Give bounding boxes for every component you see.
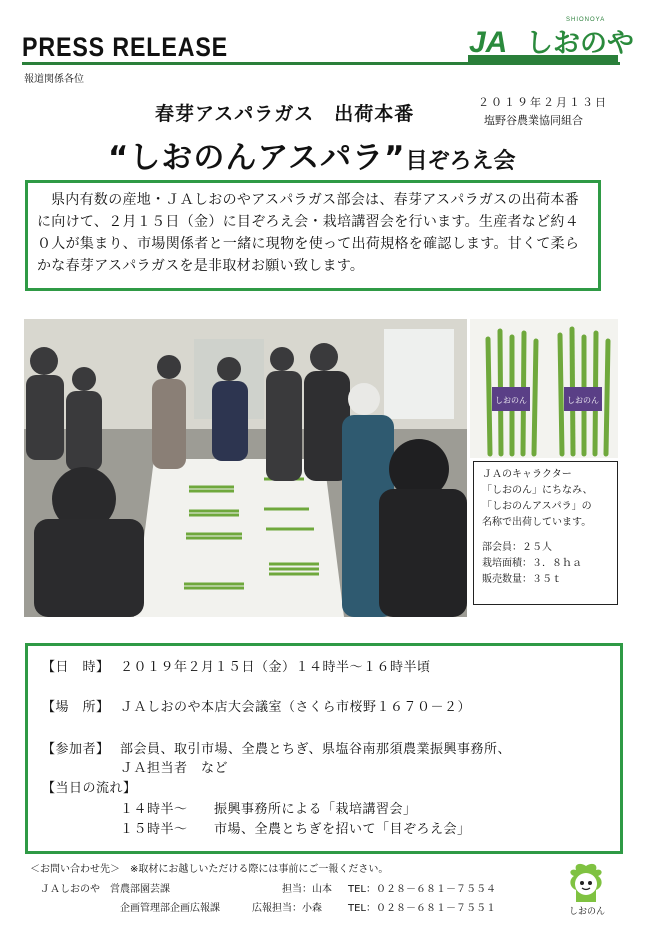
headline-title-suffix: 目ぞろえ会 [405,149,516,174]
contact-tel: TEL：０２８－６８１－７５５１ [348,903,496,914]
caption-stat-area: 栽培面積：３．８ｈａ [482,558,582,569]
meeting-photo [24,319,467,617]
date-label: 【日 時】 [42,660,110,675]
release-date: ２０１９年２月１３日 [478,96,608,109]
place-label: 【場 所】 [42,700,110,715]
contact-dept: ＪＡしおのや 営農部園芸課 [40,884,170,895]
schedule-label: 【当日の流れ】 [42,781,137,796]
contact-person: 広報担当：小森 [252,903,322,914]
contact-header: ＜お問い合わせ先＞ ※取材にお越しいただける際には事前にご一報ください。 [30,864,389,875]
contact-tel: TEL：０２８－６８１－７５５４ [348,884,496,895]
schedule-event: 振興事務所による「栽培講習会」 [214,802,417,817]
participants-value-cont: ＪＡ担当者 など [120,761,229,776]
ja-shionoya-logo [468,12,634,64]
lead-paragraph: 県内有数の産地・ＪＡしおのやアスパラガス部会は、春芽アスパラガスの出荷本番に向けて、２月１５日（金）に目ぞろえ会・栽培講習会を行います。生産者など約４０人が集まり、市場関係者と一緒に現物を使って出荷規格を確認します。甘くて柔らかな春芽アスパラガスを是非取材お願い致します。 [37,192,580,274]
headline-subtitle: 春芽アスパラガス 出荷本番 [155,103,415,125]
logo-text: しおのや [526,28,634,59]
addressee: 報道関係各位 [24,74,84,85]
contact-person: 担当：山本 [282,884,332,895]
photo-caption [473,461,618,605]
bundle-label-right: しおのん [567,396,599,405]
schedule-time: １５時半～ [120,822,188,837]
participants-value: 部会員、取引市場、全農とちぎ、県塩谷南那須農業振興事務所、 [120,742,511,757]
headline-title [108,132,516,177]
caption-stat-members: 部会員：２５人 [482,542,552,553]
organization-name: 塩野谷農業協同組合 [484,114,583,127]
caption-line: 「しおのんアスパラ」の [482,501,592,512]
event-details-box [25,643,623,854]
lead-box [25,180,601,291]
date-value: ２０１９年２月１５日（金）１４時半～１６時半頃 [120,660,431,675]
place-value: ＪＡしおのや本店大会議室（さくら市桜野１６７０－２） [120,700,472,715]
asparagus-photo [470,319,618,458]
bundle-label-left: しおのん [495,396,527,405]
caption-line: ＪＡのキャラクター [482,469,572,480]
svg-text:JA: JA [469,26,508,59]
schedule-time: １４時半～ [120,802,188,817]
mascot-label: しおのん [569,907,606,917]
caption-line: 名称で出荷しています。 [482,517,592,528]
logo-small-text: SHIONOYA [566,17,606,23]
caption-stat-sales: 販売数量：３５ｔ [482,574,562,585]
press-release-heading: PRESS RELEASE [22,32,229,62]
caption-line: 「しおのん」にちなみ、 [482,485,593,496]
schedule-event: 市場、全農とちぎを招いて「目ぞろえ会」 [214,822,471,837]
headline-title-main: “しおのんアスパラ” [108,140,406,176]
participants-label: 【参加者】 [42,742,110,757]
contact-dept: 企画管理部企画広報課 [120,903,220,914]
